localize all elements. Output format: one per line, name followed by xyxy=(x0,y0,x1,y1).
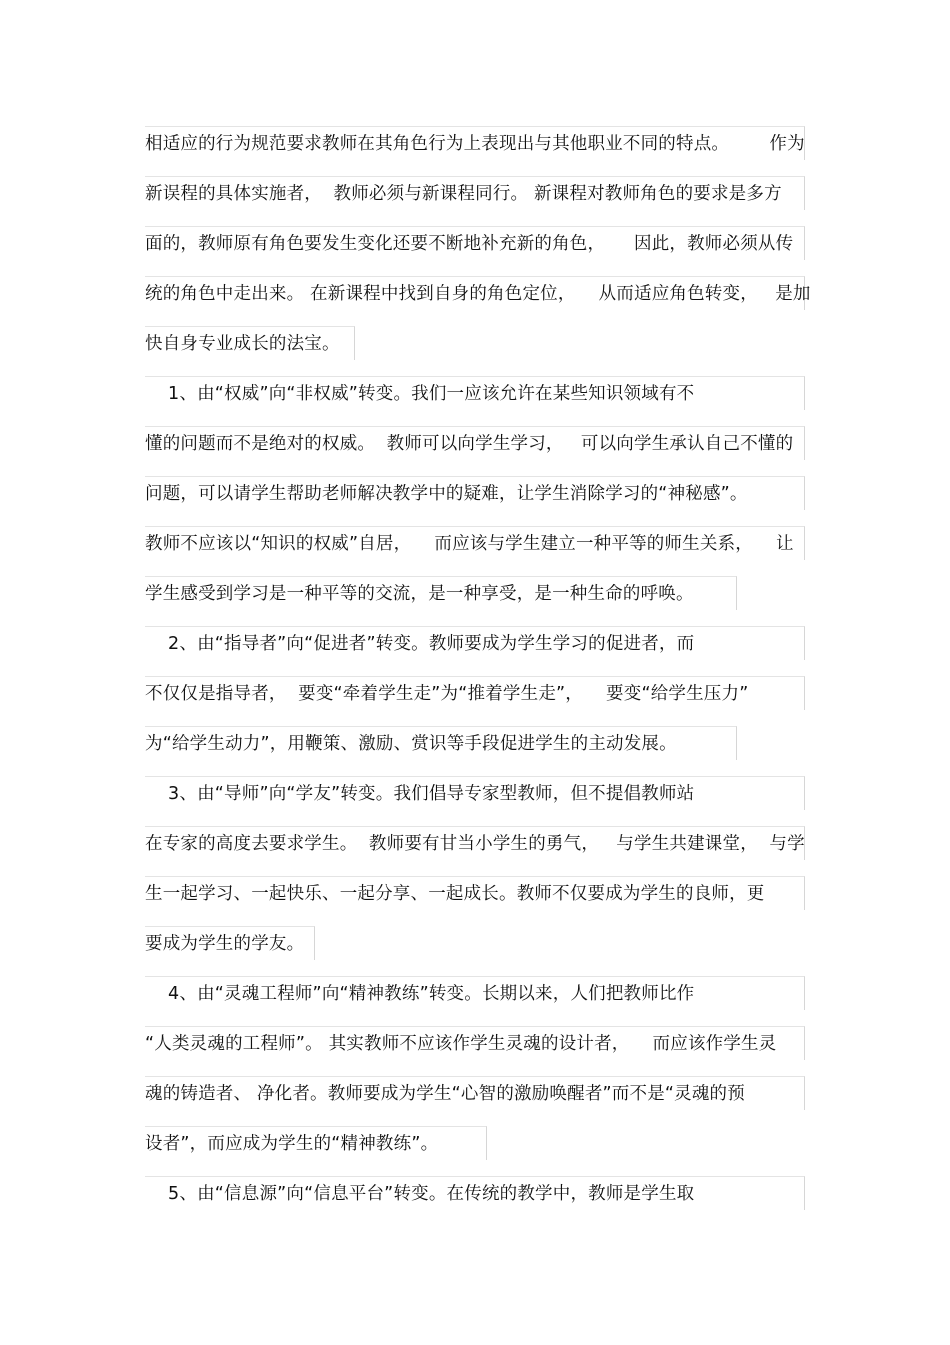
text-line-3 xyxy=(145,226,805,260)
text-line-12 xyxy=(145,676,805,710)
text-line-9 xyxy=(145,526,805,560)
line-text: 懂的问题而不是绝对的权威。 教师可以向学生学习， 可以向学生承认自己不懂的 xyxy=(145,434,794,454)
line-text: 相适应的行为规范要求教师在其角色行为上表现出与其他职业不同的特点。 作为 xyxy=(145,134,805,154)
line-text: 设者”，而应成为学生的“精神教练”。 xyxy=(145,1134,439,1154)
text-line-16 xyxy=(145,876,805,910)
text-line-14 xyxy=(145,776,805,810)
line-text: 1、由“权威”向“非权威”转变。我们一应该允许在某些知识领域有不 xyxy=(145,384,695,404)
text-line-11 xyxy=(145,626,805,660)
line-text: 魂的铸造者、 净化者。教师要成为学生“心智的激励唤醒者”而不是“灵魂的预 xyxy=(145,1084,745,1104)
line-text: 5、由“信息源”向“信息平台”转变。在传统的教学中，教师是学生取 xyxy=(145,1184,695,1204)
line-text: 2、由“指导者”向“促进者”转变。教师要成为学生学习的促进者，而 xyxy=(145,634,695,654)
line-text: 新误程的具体实施者， 教师必须与新课程同行。 新课程对教师角色的要求是多方 xyxy=(145,184,782,204)
text-line-4 xyxy=(145,276,811,310)
text-line-2 xyxy=(145,176,805,210)
line-text: 快自身专业成长的法宝。 xyxy=(145,334,340,354)
text-line-22 xyxy=(145,1176,805,1210)
line-text: 问题，可以请学生帮助老师解决教学中的疑难，让学生消除学习的“神秘感”。 xyxy=(145,484,748,504)
line-text: 学生感受到学习是一种平等的交流，是一种享受，是一种生命的呼唤。 xyxy=(145,584,694,604)
line-text: 在专家的高度去要求学生。 教师要有甘当小学生的勇气， 与学生共建课堂， 与学 xyxy=(145,834,805,854)
line-text: 教师不应该以“知识的权威”自居， 而应该与学生建立一种平等的师生关系， 让 xyxy=(145,534,794,554)
text-line-15 xyxy=(145,826,805,860)
line-text: 3、由“导师”向“学友”转变。我们倡导专家型教师，但不提倡教师站 xyxy=(145,784,695,804)
line-text: 统的角色中走出来。 在新课程中找到自身的角色定位， 从而适应角色转变， 是加 xyxy=(145,284,811,304)
text-line-7 xyxy=(145,426,805,460)
text-line-18 xyxy=(145,976,805,1010)
text-line-17 xyxy=(145,926,315,960)
line-text: 为“给学生动力”，用鞭策、激励、赏识等手段促进学生的主动发展。 xyxy=(145,734,677,754)
line-text: 不仅仅是指导者， 要变“牵着学生走”为“推着学生走”， 要变“给学生压力” xyxy=(145,684,749,704)
line-text: “人类灵魂的工程师”。 其实教师不应该作学生灵魂的设计者， 而应该作学生灵 xyxy=(145,1034,777,1054)
text-line-5 xyxy=(145,326,355,360)
line-text: 4、由“灵魂工程师”向“精神教练”转变。长期以来，人们把教师比作 xyxy=(145,984,695,1004)
text-line-6 xyxy=(145,376,805,410)
line-text: 要成为学生的学友。 xyxy=(145,934,305,954)
text-line-19 xyxy=(145,1026,805,1060)
line-text: 生一起学习、一起快乐、一起分享、一起成长。教师不仅要成为学生的良师，更 xyxy=(145,884,765,904)
text-line-1 xyxy=(145,126,805,160)
text-line-20 xyxy=(145,1076,805,1110)
text-line-13 xyxy=(145,726,737,760)
line-text: 面的，教师原有角色要发生变化还要不断地补充新的角色， 因此，教师必须从传 xyxy=(145,234,794,254)
text-line-21 xyxy=(145,1126,487,1160)
text-line-8 xyxy=(145,476,805,510)
text-line-10 xyxy=(145,576,737,610)
